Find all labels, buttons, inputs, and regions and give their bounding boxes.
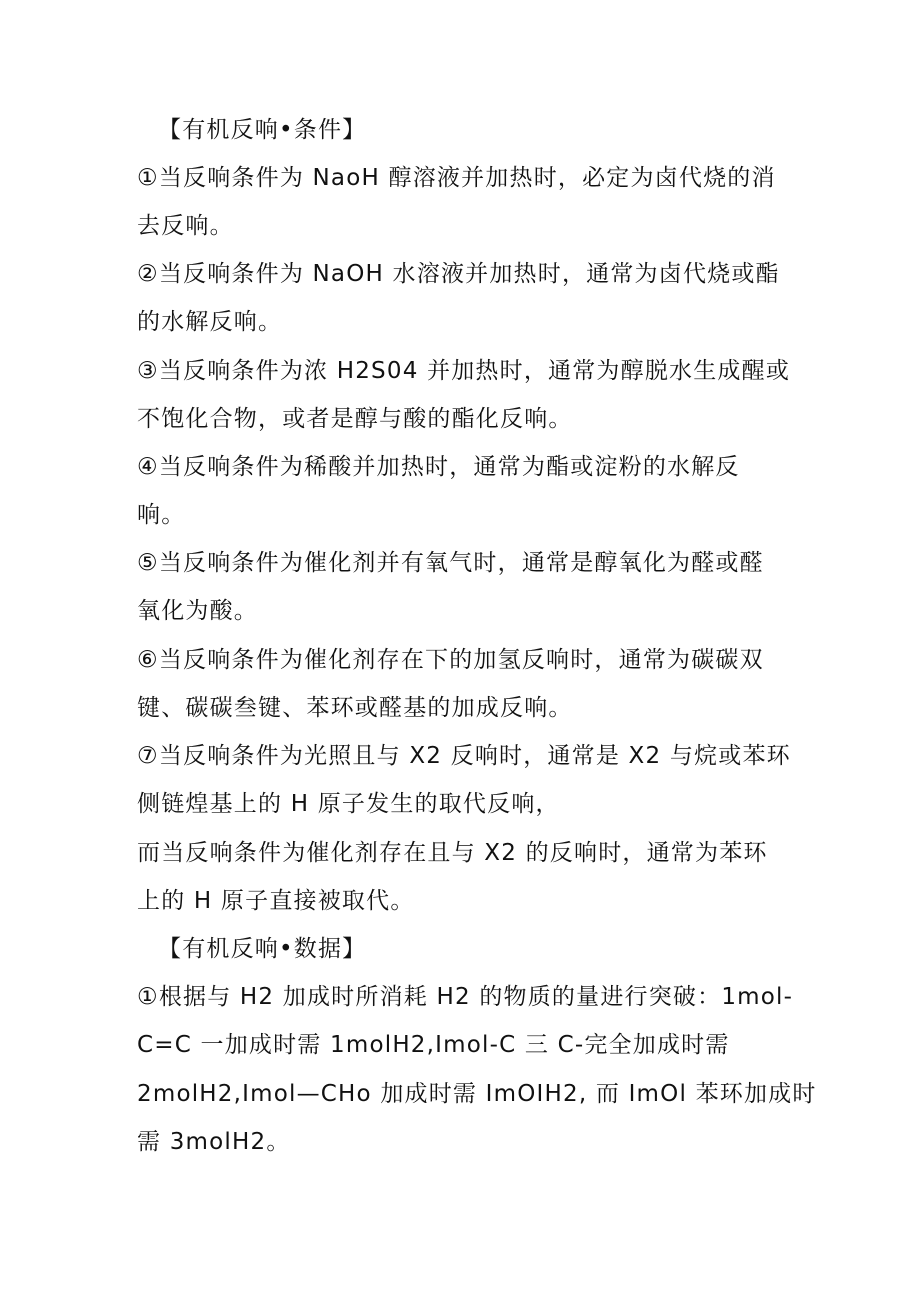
text-line: 不饱化合物，或者是醇与酸的酯化反响。	[137, 406, 573, 432]
text-line: ①当反响条件为 NaoH 醇溶液并加热时，必定为卤代烧的消	[137, 165, 776, 191]
text-line: ④当反响条件为稀酸并加热时，通常为酯或淀粉的水解反	[137, 454, 740, 480]
text-line: 上的 H 原子直接被取代。	[137, 888, 415, 914]
text-line: 侧链煌基上的 H 原子发生的取代反响，	[137, 791, 560, 817]
text-line: ⑤当反响条件为催化剂并有氧气时，通常是醇氧化为醛或醛	[137, 550, 764, 576]
text-line: 键、碳碳叁键、苯环或醛基的加成反响。	[137, 695, 573, 721]
text-line: ①根据与 H2 加成时所消耗 H2 的物质的量进行突破：1mol-	[137, 984, 794, 1010]
text-line: ③当反响条件为浓 H2S04 并加热时，通常为醇脱水生成醒或	[137, 358, 791, 384]
text-line: ⑥当反响条件为催化剂存在下的加氢反响时，通常为碳碳双	[137, 647, 764, 673]
text-line: C=C 一加成时需 1molH2,Imol-C 三 C-完全加成时需	[137, 1032, 730, 1058]
section-heading-data: 【有机反响•数据】	[158, 936, 367, 962]
section-heading-conditions: 【有机反响•条件】	[158, 117, 367, 143]
text-line: 而当反响条件为催化剂存在且与 X2 的反响时，通常为苯环	[137, 840, 768, 866]
text-line: 的水解反响。	[137, 309, 283, 335]
text-line: ⑦当反响条件为光照且与 X2 反响时，通常是 X2 与烷或苯环	[137, 743, 791, 769]
text-line: 需 3molH2。	[137, 1129, 291, 1155]
text-line: 响。	[137, 502, 186, 528]
text-line: 去反响。	[137, 213, 234, 239]
text-line: 氧化为酸。	[137, 598, 258, 624]
text-line: ②当反响条件为 NaOH 水溶液并加热时，通常为卤代烧或酯	[137, 261, 780, 287]
text-line: 2molH2,Imol—CHo 加成时需 ImOIH2, 而 ImOl 苯环加成时	[137, 1081, 817, 1107]
